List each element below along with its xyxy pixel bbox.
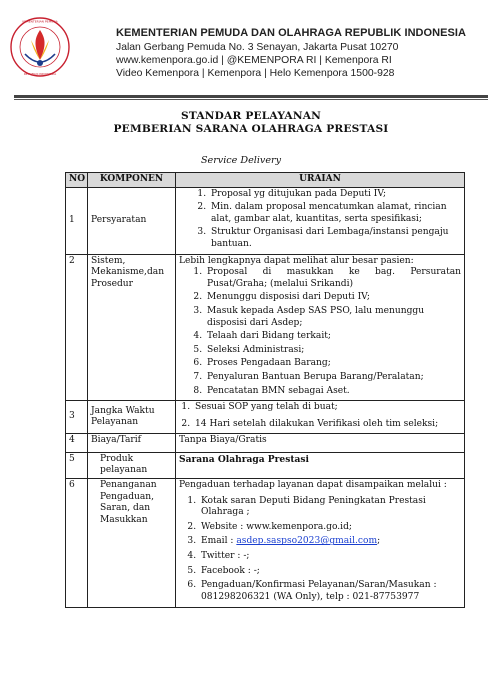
list-item: 2. 14 Hari setelah dilakukan Verifikasi oleh tim seleksi;	[193, 419, 461, 431]
svg-text:KEMENTERIAN PEMUDA: KEMENTERIAN PEMUDA	[22, 19, 58, 24]
table-header-row	[66, 173, 465, 188]
table-row	[66, 187, 465, 254]
row-uraian: Tanpa Biaya/Gratis	[176, 434, 465, 453]
list-item: 2. Menunggu disposisi dari Deputi IV;	[205, 292, 461, 304]
row-uraian	[176, 187, 465, 254]
list-item: 8. Pencatatan BMN sebagai Aset.	[205, 386, 461, 398]
document-subtitle: PEMBERIAN SARANA OLAHRAGA PRESTASI	[113, 123, 389, 135]
kemenpora-logo	[9, 16, 71, 78]
contacts-line-2: Video Kemenpora | Kemenpora | Helo Kemenpora 1500-928	[116, 68, 395, 79]
list-item: 4. Twitter : -;	[199, 551, 461, 563]
row-komponen: Jangka Waktu Pelayanan	[88, 401, 176, 434]
row-komponen: Produk pelayanan	[88, 452, 176, 478]
row-no: 5	[66, 452, 88, 478]
list-item: 3. Struktur Organisasi dari Lembaga/instansi pengaju bantuan.	[209, 227, 461, 250]
row-uraian: Sarana Olahraga Prestasi	[176, 452, 465, 478]
list-item: 2. Website : www.kemenpora.go.id;	[199, 522, 461, 534]
document-title: STANDAR PELAYANAN	[180, 110, 322, 122]
email-label: Email :	[201, 536, 237, 547]
header-uraian: URAIAN	[176, 173, 465, 188]
svg-text:REPUBLIK INDONESIA: REPUBLIK INDONESIA	[23, 72, 57, 76]
list-item: 5. Facebook : -;	[199, 566, 461, 578]
row-no: 4	[66, 434, 88, 453]
header-rule-thick	[14, 95, 488, 98]
header-komponen: KOMPONEN	[88, 173, 176, 188]
list-item: 7. Penyaluran Bantuan Berupa Barang/Peralatan;	[205, 372, 461, 384]
list-item	[199, 536, 461, 548]
row-no: 6	[66, 479, 88, 608]
email-link[interactable]: asdep.saspso2023@gmail.com	[236, 536, 378, 547]
list-item: 2. Min. dalam proposal mencatumkan alamat, rincian alat, gambar alat, kuantitas, serta spesifikasi;	[209, 202, 461, 225]
header-rule-thin	[14, 99, 488, 100]
row-uraian	[176, 254, 465, 401]
section-label: Service Delivery	[200, 155, 282, 166]
list-item: 6. Proses Pengadaan Barang;	[205, 358, 461, 370]
email-suffix: ;	[377, 536, 381, 547]
row-uraian	[176, 479, 465, 608]
row-komponen: Persyaratan	[88, 187, 176, 254]
row-no: 2	[66, 254, 88, 401]
service-standard-table	[65, 172, 465, 608]
header-no: NO	[66, 173, 88, 188]
list-item: 1. Proposal di masukkan ke bag. Persuratan Pusat/Graha; (melalui Srikandi)	[205, 267, 461, 290]
table-row	[66, 452, 465, 478]
letterhead-text	[116, 27, 466, 80]
list-item: 5. Seleksi Administrasi;	[205, 345, 461, 357]
list-item: 1. Sesuai SOP yang telah di buat;	[193, 402, 461, 414]
contacts-line-1: www.kemenpora.go.id | @KEMENPORA RI | Kemenpora RI	[116, 55, 392, 66]
row-intro: Pengaduan terhadap layanan dapat disampaikan melalui :	[179, 480, 447, 491]
row-no: 1	[66, 187, 88, 254]
list-item: 6. Pengaduan/Konfirmasi Pelayanan/Saran/Masukan : 081298206321 (WA Only), telp : 021-87753977	[199, 580, 461, 603]
list-item: 1. Kotak saran Deputi Bidang Peningkatan Prestasi Olahraga ;	[199, 496, 461, 519]
table-row	[66, 479, 465, 608]
row-intro: Lebih lengkapnya dapat melihat alur besar pasien:	[179, 255, 414, 266]
row-komponen: Sistem, Mekanisme,dan Prosedur	[88, 254, 176, 401]
list-item: 3. Masuk kepada Asdep SAS PSO, lalu menunggu disposisi dari Asdep;	[205, 306, 461, 329]
table-row	[66, 401, 465, 434]
row-komponen: Biaya/Tarif	[88, 434, 176, 453]
list-item: 1. Proposal yg ditujukan pada Deputi IV;	[209, 189, 461, 201]
address: Jalan Gerbang Pemuda No. 3 Senayan, Jakarta Pusat 10270	[116, 42, 399, 53]
letterhead	[0, 0, 502, 100]
row-no: 3	[66, 401, 88, 434]
table-row	[66, 254, 465, 401]
list-item: 4. Telaah dari Bidang terkait;	[205, 331, 461, 343]
ministry-name: KEMENTERIAN PEMUDA DAN OLAHRAGA REPUBLIK INDONESIA	[116, 27, 467, 39]
row-uraian	[176, 401, 465, 434]
row-komponen: Penanganan Pengaduan, Saran, dan Masukkan	[88, 479, 176, 608]
table-row	[66, 434, 465, 453]
